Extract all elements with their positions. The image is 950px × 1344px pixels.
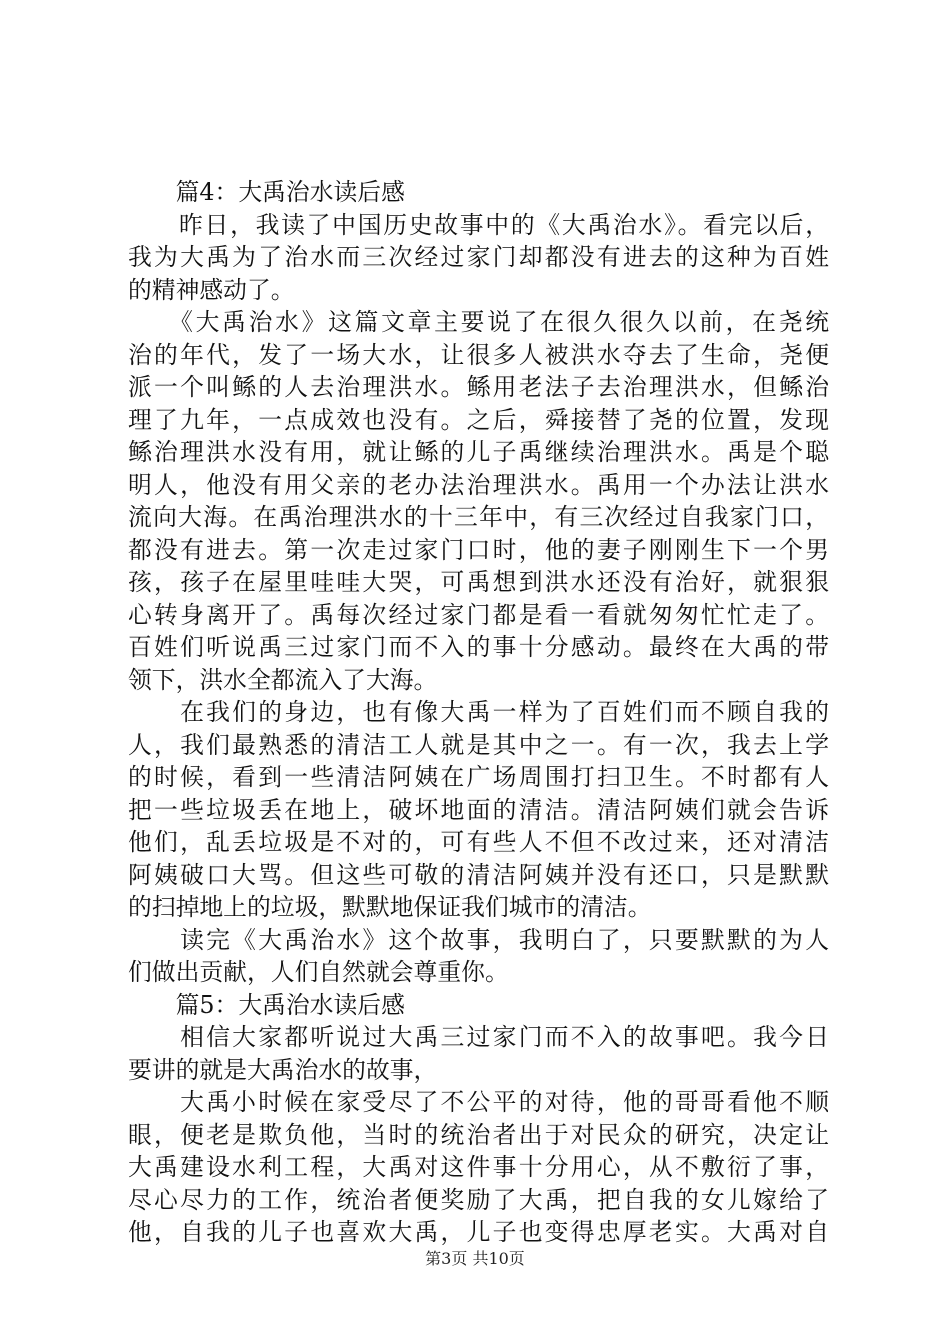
text-line: 大禹小时候在家受尽了不公平的对待，他的哥哥看他不顺 [128, 1088, 829, 1116]
text-line: 阿姨破口大骂。但这些可敬的清洁阿姨并没有还口，只是默默 [128, 860, 829, 889]
text-line: 派一个叫鲧的人去治理洪水。鲧用老法子去治理洪水，但鲧治 [128, 373, 829, 401]
text-line: 流向大海。在禹治理洪水的十三年中，有三次经过自我家门口， [128, 503, 829, 531]
text-line: 在我们的身边，也有像大禹一样为了百姓们而不顾自我的 [128, 698, 829, 726]
text-line: 心转身离开了。禹每次经过家门都是看一看就匆匆忙忙走了。 [128, 600, 829, 629]
text-line: 大禹建设水利工程，大禹对这件事十分用心，从不敷衍了事， [128, 1153, 829, 1181]
text-line: 我为大禹为了治水而三次经过家门却都没有进去的这种为百姓 [128, 243, 829, 271]
text-line: 领下，洪水全都流入了大海。 [128, 665, 438, 694]
text-line: 的精神感动了。 [128, 275, 295, 304]
text-line: 他们，乱丢垃圾是不对的，可有些人不但不改过来，还对清洁 [128, 828, 829, 856]
text-line: 人，我们最熟悉的清洁工人就是其中之一。有一次，我去上学 [128, 730, 829, 759]
text-line: 读完《大禹治水》这个故事，我明白了，只要默默的为人 [128, 925, 829, 954]
text-line: 明人，他没有用父亲的老办法治理洪水。禹用一个办法让洪水 [128, 470, 829, 499]
text-line: 他，自我的儿子也喜欢大禹，儿子也变得忠厚老实。大禹对自 [128, 1218, 829, 1246]
text-line: 理了九年，一点成效也没有。之后，舜接替了尧的位置，发现 [128, 405, 829, 434]
text-line: 眼，便老是欺负他，当时的统治者出于对民众的研究，决定让 [128, 1120, 829, 1149]
text-line: 鲧治理洪水没有用，就让鲧的儿子禹继续治理洪水。禹是个聪 [128, 438, 829, 466]
text-line: 要讲的就是大禹治水的故事， [128, 1055, 438, 1084]
text-line: 《大禹治水》这篇文章主要说了在很久很久以前，在尧统 [128, 308, 829, 336]
page-footer: 第3页 共10页 [425, 1249, 525, 1268]
text-line: 相信大家都听说过大禹三过家门而不入的故事吧。我今日 [128, 1023, 829, 1051]
text-line: 的扫掉地上的垃圾，默默地保证我们城市的清洁。 [128, 893, 652, 921]
text-line: 治的年代，发了一场大水，让很多人被洪水夺去了生命，尧便 [128, 340, 829, 369]
text-line: 昨日，我读了中国历史故事中的《大禹治水》。看完以后， [128, 210, 829, 239]
text-line: 孩，孩子在屋里哇哇大哭，可禹想到洪水还没有治好，就狠狠 [128, 568, 829, 596]
article-body [128, 176, 829, 1249]
text-line: 百姓们听说禹三过家门而不入的事十分感动。最终在大禹的带 [128, 633, 829, 661]
text-line: 把一些垃圾丢在地上，破坏地面的清洁。清洁阿姨们就会告诉 [128, 795, 829, 824]
text-line: 都没有进去。第一次走过家门口时，他的妻子刚刚生下一个男 [128, 535, 829, 564]
text-line: 的时候，看到一些清洁阿姨在广场周围打扫卫生。不时都有人 [128, 763, 829, 791]
text-line: 们做出贡献，人们自然就会尊重你。 [128, 958, 509, 986]
text-line: 篇4：大禹治水读后感 [128, 178, 405, 206]
text-line: 篇5：大禹治水读后感 [128, 990, 405, 1019]
text-line: 尽心尽力的工作，统治者便奖励了大禹，把自我的女儿嫁给了 [128, 1185, 829, 1214]
